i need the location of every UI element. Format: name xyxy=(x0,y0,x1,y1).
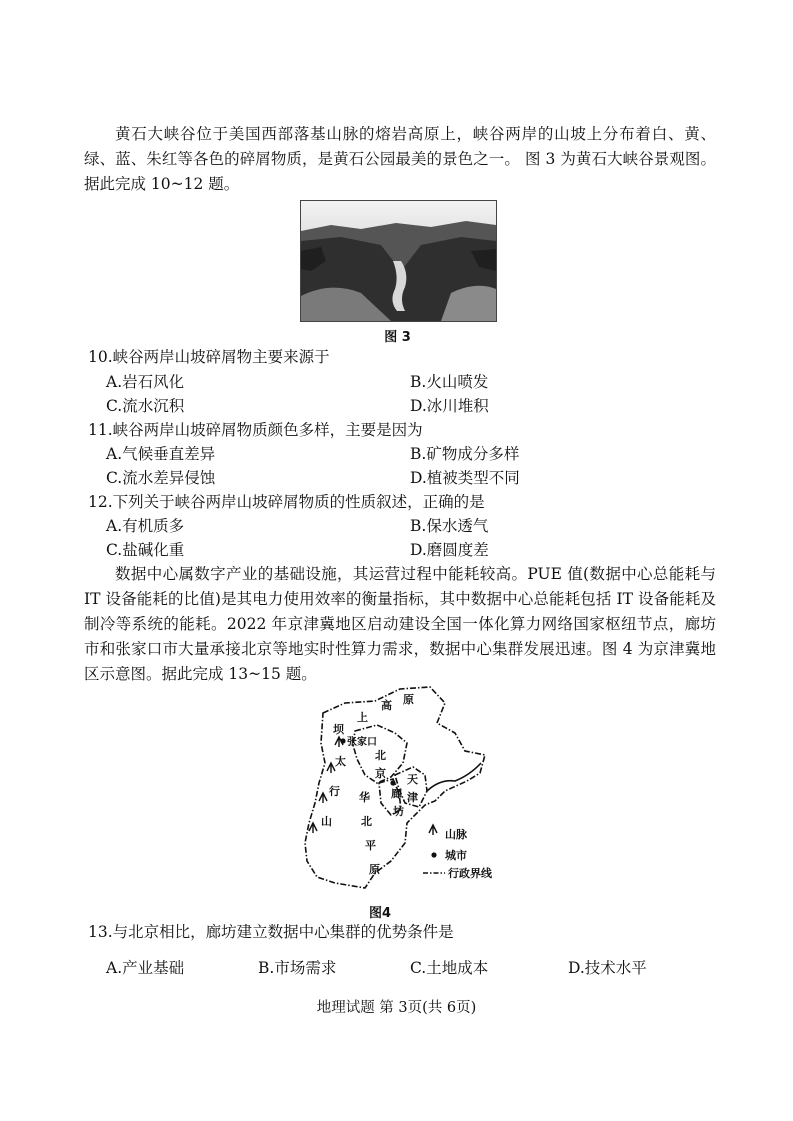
question-12-option-c[interactable]: C.盐碱化重 xyxy=(106,541,185,559)
legend-mountain-label: 山脉 xyxy=(445,828,467,841)
question-12-option-d[interactable]: D.磨圆度差 xyxy=(410,541,489,559)
question-13-option-d[interactable]: D.技术水平 xyxy=(568,959,647,977)
question-11-stem: 11.峡谷两岸山坡碎屑物质颜色多样，主要是因为 xyxy=(88,421,423,439)
label-ba: 坝 xyxy=(333,723,344,736)
question-13-option-b[interactable]: B.市场需求 xyxy=(258,959,337,977)
passage-yellowstone: 黄石大峡谷位于美国西部落基山脉的熔岩高原上，峡谷两岸的山坡上分布着白、黄、绿、蓝、朱红等各色的碎屑物质，是黄石公园最美的景色之一。 图 3 为黄石大峡谷景观图。据此完成 10~12 题。 xyxy=(84,125,716,193)
question-13-option-c[interactable]: C.土地成本 xyxy=(410,959,489,977)
question-11-option-d[interactable]: D.植被类型不同 xyxy=(410,469,520,487)
label-hua: 华 xyxy=(359,791,370,804)
label-shan: 山 xyxy=(321,815,332,828)
label-tian: 天 xyxy=(407,773,418,786)
legend-boundary-label: 行政界线 xyxy=(448,867,492,880)
zhangjiakou-city-dot xyxy=(340,738,345,743)
label-ping: 平 xyxy=(365,839,376,852)
question-13-stem: 13.与北京相比，廊坊建立数据中心集群的优势条件是 xyxy=(88,923,454,941)
figure-3-caption: 图 3 xyxy=(384,330,411,345)
question-10-option-a[interactable]: A.岩石风化 xyxy=(106,373,185,391)
label-yuan: 原 xyxy=(403,693,414,706)
label-shang: 上 xyxy=(357,711,368,724)
question-13-option-a[interactable]: A.产业基础 xyxy=(106,959,185,977)
label-zhangjiakou: 张家口 xyxy=(347,737,377,748)
question-10-stem: 10.峡谷两岸山坡碎屑物主要来源于 xyxy=(88,348,330,366)
label-fang: 坊 xyxy=(393,805,404,818)
page-footer: 地理试题 第 3页(共 6页) xyxy=(316,1000,477,1016)
label-yuan2: 原 xyxy=(369,863,380,876)
question-11-option-b[interactable]: B.矿物成分多样 xyxy=(410,445,520,463)
label-bei2: 北 xyxy=(361,815,372,828)
figure-3-canyon-photo xyxy=(300,200,497,322)
question-10-option-b[interactable]: B.火山喷发 xyxy=(410,373,489,391)
question-10-option-c[interactable]: C.流水沉积 xyxy=(106,397,185,415)
label-hang: 行 xyxy=(329,785,340,798)
legend-city-dot xyxy=(431,852,436,857)
passage-data-center: 数据中心属数字产业的基础设施，其运营过程中能耗较高。PUE 值(数据中心总能耗与 IT 设备能耗的比值)是其电力使用效率的衡量指标，其中数据中心总能耗包括 IT 设备能耗及制冷等系统的能耗。2022 年京津冀地区启动建设全国一体化算力网络国家枢纽节点，廊坊市和张家口市大量承接北京等地实时性算力需求，数据中心集群发展迅速。图 4 为京津冀地区示意图。据此完成 13~15 题。 xyxy=(84,565,716,683)
question-12-stem: 12.下列关于峡谷两岸山坡碎屑物质的性质叙述，正确的是 xyxy=(88,493,485,511)
legend-city-label: 城市 xyxy=(445,849,467,862)
label-tai: 太 xyxy=(335,755,346,768)
question-11-option-c[interactable]: C.流水差异侵蚀 xyxy=(106,469,216,487)
langfang-city-dot xyxy=(390,780,395,785)
label-gao: 高 xyxy=(381,699,392,712)
label-lang: 廊 xyxy=(391,787,402,800)
figure-4-map xyxy=(295,683,505,898)
question-11-option-a[interactable]: A.气候垂直差异 xyxy=(106,445,216,463)
label-jin: 津 xyxy=(407,791,418,804)
figure-4-caption: 图4 xyxy=(368,906,392,921)
label-jing: 京 xyxy=(375,767,386,780)
question-12-option-a[interactable]: A.有机质多 xyxy=(106,517,185,535)
label-bei: 北 xyxy=(375,749,386,762)
question-10-option-d[interactable]: D.冰川堆积 xyxy=(410,397,489,415)
question-12-option-b[interactable]: B.保水透气 xyxy=(410,517,489,535)
